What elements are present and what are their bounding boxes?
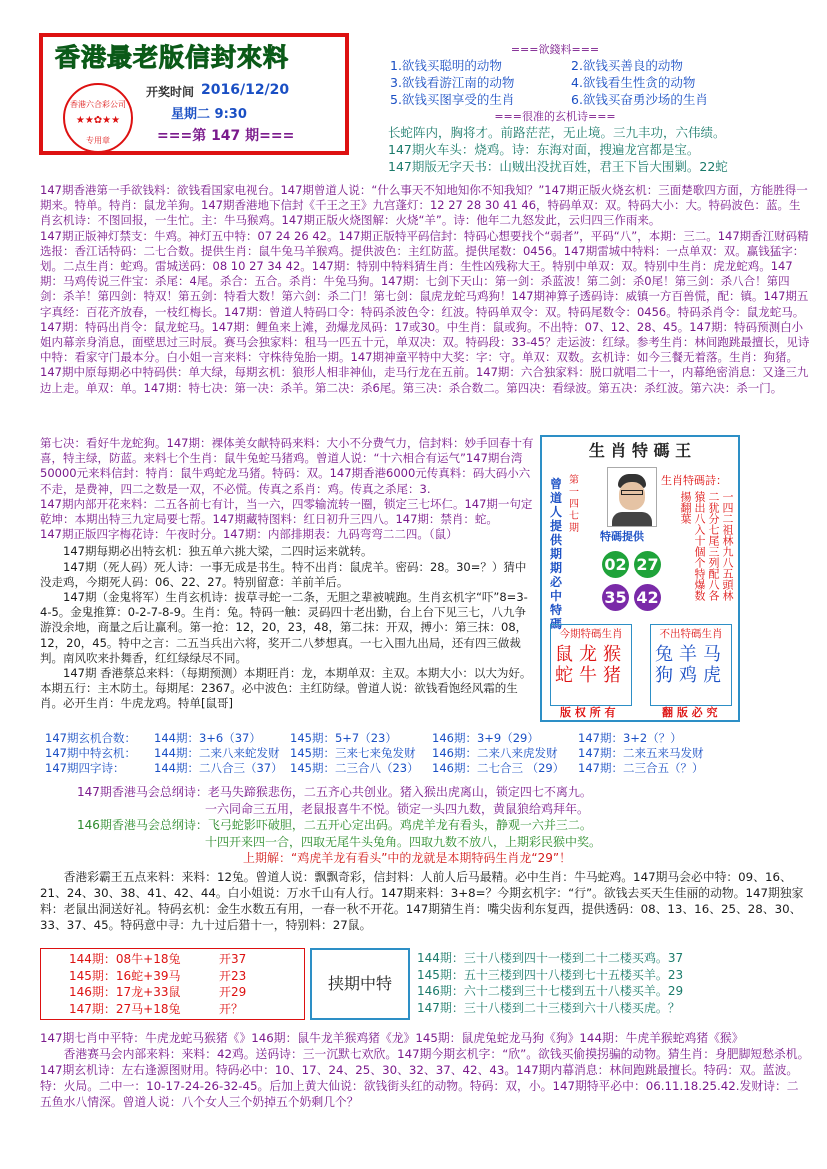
zodiac-icon: 猪 — [603, 665, 621, 686]
zodiac-icon: 虎 — [703, 665, 721, 686]
table-row — [45, 746, 709, 761]
box-issue-vertical: 第一四七期 — [569, 475, 579, 534]
seal-stars: ★★✿★★ — [75, 115, 121, 126]
poem-line: 一六同命三五用，老鼠报喜牛不悦。锁定一头四九数，黄鼠狼给鸡拜年。 — [205, 801, 590, 816]
bottom-text — [40, 869, 810, 933]
history-row: 144期：08牛+18兔 开37 — [69, 952, 247, 966]
table-cell: 144期：3+6（37） — [154, 731, 261, 745]
table-cell: 144期：二八合三（37） — [154, 761, 283, 775]
paragraph: 香港彩霸王五点来料：来料：12兔。曾道人说：飘飘奇彩，信封料：人前人后马最精。必中生肖：牛马蛇鸡。147期马会必中特：09、16、21、24、30、38、41、42、44。白小姐说：万水千山有人行。147期来料：3+8=？今期玄机字：“行”。欲钱去买天生佳丽的动物。147期独家料：老鼠出洞送好礼。特码玄机：金生水数五有用，一春一秋不开花。147期猜生肖：嘴尖齿利东复西，提供透码：08、13、16、25、28、30、33、37、45。特码意中寻：九十过后猎十一，特别料：27鼠。 — [40, 870, 804, 932]
number-ball: 42 — [634, 584, 661, 611]
not-zodiac-box — [650, 624, 732, 706]
history-row: 147期：27马+18兔 开？ — [69, 1001, 244, 1016]
today-zodiac-box — [550, 624, 632, 706]
table-cell: 147期：3+2（？） — [578, 731, 682, 745]
table-cell: 147期：二来五来马发财 — [578, 746, 704, 760]
zodiac-icon: 鼠 — [555, 644, 573, 665]
table-row — [45, 761, 709, 776]
paragraph: 147期香港第一手欲钱料：欲钱看国家电视台。147期曾道人说：“什么事天不知地知你不知我知？”147期正版火烧玄机：三面楚歌四方面，方能胜得一期来。特单。特肖：鼠龙羊狗。147期香港地下信封《千王之王》九宫蓬灯：12 27 28 30 41 46，特码单双：双。特码大小：大。特码波色：蓝。生肖玄机诗：不图回报，一生忙。主：牛马猴鸡。147期正版火烧图解：火烧“羊”。诗：他年二九怒发此，云归四三作雨来。 — [40, 183, 808, 228]
wish-section — [365, 42, 810, 175]
xuanji-table — [45, 731, 810, 776]
shengxiao-king-box — [540, 435, 740, 722]
main-text-narrow — [40, 436, 534, 712]
history-row: 144期：三十八楼到四十一楼到二十二楼买鸡。37 — [417, 951, 684, 965]
main-text-upper — [40, 183, 810, 396]
zodiac-icon: 马 — [703, 644, 721, 665]
table-cell: 147期玄机合数： — [45, 731, 136, 745]
number-ball: 02 — [602, 551, 629, 578]
history-left-box — [40, 948, 305, 1020]
table-cell: 145期：三来七来兔发财 — [290, 746, 416, 760]
history-right-box — [415, 948, 807, 1020]
provide-label: 特碼提供 — [600, 530, 644, 543]
box-right-label: 生肖特碼詩： — [661, 474, 727, 487]
history-center-box: 挟期中特 — [310, 948, 410, 1020]
table-cell: 145期：5+7（23） — [290, 731, 397, 745]
history-row: 146期：六十二楼到三十七楼到五十八楼买羊。29 — [417, 984, 684, 998]
number-ball: 35 — [602, 584, 629, 611]
open-date: 2016/12/20 — [201, 82, 290, 98]
seal-text-bottom: 专用章 — [86, 136, 110, 145]
table-cell: 147期中特玄机： — [45, 746, 136, 760]
zodiac-icon: 蛇 — [555, 665, 573, 686]
paragraph: 147期（死人码）死人诗：一事无成是书生。特不出肖：鼠虎羊。密码：28。30=？）猜中没走鸡，今期死人码：06、22、27。特别留意：羊前羊后。 — [40, 559, 527, 589]
today-animals — [555, 644, 627, 686]
table-cell: 145期：二三合八（23） — [290, 761, 419, 775]
number-ball: 27 — [634, 551, 661, 578]
zodiac-icon: 龙 — [579, 644, 597, 665]
zodiac-icon: 牛 — [579, 665, 597, 686]
paragraph: 香港赛马会内部来料：来料：42鸡。送码诗：三一沉默七欢欣。147期今期玄机字：“欣”。欲钱买偷摸拐骗的动物。猜生肖：身肥脚短愁杀机。147期玄机诗：左右逢源图财用。特码必中：10、17、24、25、30、32、37、42、43。147期内幕消息：林间跑跳最擅长。特码：双。蓝波。特：火局。二中一：10-17-24-26-32-45。后加上黄大仙说：欲钱街头红的动物。特码：双，小。147期特平必中：06.11.18.25.42.发财诗：二五鱼水八情深。曾道人说：八个女人三个奶掉五个奶剩几个？ — [40, 1047, 810, 1109]
today-label: 今期特碼生肖 — [559, 628, 623, 640]
history-row: 145期：16蛇+39马 开23 — [69, 968, 247, 983]
box-title: 生 肖 特 碼 王 — [588, 441, 692, 460]
wish-item: 5.欲钱买图享受的生肖 — [390, 92, 515, 107]
table-cell: 146期：二来八来虎发财 — [432, 746, 558, 760]
paragraph: 147期内部开花来料：二五各前七有计，当一六，四零输流转一圈，锁定三七坏仁。147期一句定乾坤：本期出特三九定局要七帮。147期藏特图料：红日初升三四八。147期：禁肖：蛇。 — [40, 496, 533, 527]
weekday-time: 星期二 9:30 — [171, 107, 247, 122]
not-label: 不出特碼生肖 — [659, 628, 723, 640]
zodiac-icon: 狗 — [655, 665, 673, 686]
poem-heading: ===很准的玄机诗=== — [494, 110, 616, 123]
paragraph: 147期七肖中平特：牛虎龙蛇马猴猪《》146期：鼠牛龙羊猴鸡猪《龙》145期：鼠虎兔蛇龙马狗《狗》144期：牛虎羊猴蛇鸡猪《猴》 — [40, 1031, 744, 1045]
history-row: 145期：五十三楼到四十八楼到七十五楼买羊。23 — [417, 967, 684, 982]
table-cell: 147期：二三合五（？） — [578, 761, 704, 775]
poem-line: 十四开来四一合，四取无尾牛头兔角。四取九数不放八，上期彩民猴中奖。 — [205, 834, 602, 849]
open-time-label: 开奖时间 — [146, 85, 195, 99]
box-left-vertical: 曾道人提供期期必中特碼 — [550, 477, 563, 631]
seal-text-top: 香港六合彩公司 — [70, 100, 126, 109]
portrait-image — [607, 467, 657, 527]
not-animals — [655, 644, 727, 686]
table-cell: 146期：二七合三 （29） — [432, 761, 565, 775]
history-row: 147期：三十八楼到二十三楼到六十八楼买虎。？ — [417, 1000, 680, 1015]
paragraph: 147期 香港蔡总来料：（每期预测）本期旺肖：龙，本期单双：主双。本期大小：以大为好。本期五行：主木防土。每期尾：2367。必中波色：主红防绿。曾道人说：欲钱看饱经风霜的生肖。必开生肖：牛虎龙鸡。特单[鼠哥] — [40, 666, 532, 711]
box-right-vertical: 一四二祖林九八五頭林二犹分七尾三列配八各猿出八入十個个特爆数揚翻葉 — [679, 491, 734, 601]
paragraph: 147期正版四字梅花诗：午夜时分。147期：内部排期表：九码弯弯二二四。（鼠） — [40, 527, 458, 542]
hk-poems — [40, 784, 810, 867]
xuanji-grid — [45, 731, 709, 776]
footer-copyright: 版 权 所 有 — [560, 706, 616, 719]
poem-line: 上期解：“鸡虎羊龙有看头”中的龙就是本期特码生肖龙“29”！ — [243, 851, 572, 865]
history-section — [40, 948, 807, 1024]
poem-line: 147期版无字天书：山贼出没扰百姓，君王下旨大围剿。22蛇 — [388, 159, 728, 174]
history-row: 146期：17龙+33鼠 开29 — [69, 985, 247, 999]
zodiac-icon: 鸡 — [679, 665, 697, 686]
wish-item: 6.欲钱买奋勇沙场的生肖 — [571, 92, 708, 107]
wish-item: 2.欲钱买善良的动物 — [571, 58, 683, 73]
footer-no-copy: 翻 版 必 究 — [662, 706, 718, 719]
poem-lines — [388, 124, 810, 175]
page-title: 香港最老版信封來料 — [55, 43, 290, 72]
paragraph: 147期每期必出特玄机：独五单六挑大梁，二四时运来就转。 — [63, 544, 373, 559]
paragraph: 第七决：看好牛龙蛇狗。147期：裸体美女献特码来料：大小不分费气力，信封料：妙手回春十有喜，特主绿，防蓝。来料七个生肖：鼠牛兔蛇马猪鸡。曾道人说：“十六相合有运气”147期台湾50000元来料信封：特肖：鼠牛鸡蛇龙马猪。特码：双。147期香港6000元传真料：码大码小六不走，是费神，四二之数是一双，不必慌。传真之系肖：鸡。传真之杀尾：3. — [40, 436, 534, 496]
zodiac-icon: 兔 — [655, 644, 673, 665]
footer-text — [40, 1030, 810, 1110]
zodiac-icon: 羊 — [679, 644, 697, 665]
table-row — [45, 731, 709, 746]
table-cell: 146期：3+9（29） — [432, 731, 539, 745]
wish-item: 4.欲钱看生性贪的动物 — [571, 75, 696, 90]
paragraph: 147期正版神灯禁支：牛鸡。神灯五中特：07 24 26 42。147期正版特平码信封：特码心想要找个“弱者”，平码“八”，本期：三二。147期香江财码精选报：香江话特码：二七合数。提供生肖：鼠牛兔马羊猴鸡。提供波色：主红防蓝。提供尾数：0456。147期雷城中特料：一点单双：双。赢钱猛字：划。二点生肖：蛇鸡。雷城送码：08 10 27 34 42。147期：特别中特料猜生肖：生性凶残称大王。特别中单双：双。特别中生肖：虎龙蛇鸡。147期：马鸡传说三件宝：杀尾：4尾。杀合：五合。杀肖：牛兔马狗。147期：七剑下天山：第一剑：杀蓝波！第二剑：杀0尾！第三剑：杀八合！第四剑：杀羊！第四剑：特双！第五剑：特看大数！第六剑：杀二门！第七剑：鼠虎龙蛇马鸡狗！147期神算子透码诗：威镇一方百兽慌，配：镇。147期五字真经：百花齐放春，一枝红梅长。147期：曾道人特码口令：特码杀波色令：红波。特码单双令：双。特码尾数令：0456。特码杀肖令：鼠龙蛇马。147期：特码出肖令：鼠龙蛇马。147期：鲤鱼来上滩，劲爆龙凤码：17或30。中生肖：鼠或狗。不出特：07、12、28、45。147期：特码预测白小姐内幕亲身消息，面壁思过三时辰。赛马会独家料：租马一匹五十元，单双决：双。特码段：33-45？走运波：红绿。参考生肖：林间跑跳最擅长，见诗中特：看家守门最本分。白小姐一言来料：守株待兔胎一期。147期神童平特中大奖：字：守。单双：双数。玄机诗：如今三餐无着落。生肖：狗猪。147期中原每期必中特码供：单大绿，每期玄机：狼形人相非神仙，走马行龙在五前。147期：六合独家料：脱口就唱二十一，内幕绝密消息：又逢三九边上走。单双：单。147期：特七决：第一决：杀羊。第二决：杀6尾。第三决：杀合数二。第四决：看绿波。第五决：杀红波。第六决：杀一门。 — [40, 228, 810, 395]
wish-item: 1.欲钱买聪明的动物 — [390, 58, 502, 73]
paragraph: 147期（金鬼将军）生肖玄机诗：拔草寻蛇一二条，无胆之辈被唬跑。生肖玄机字“吓”8=3-4-5。金鬼推算：0-2-7-8-9。生肖：兔。特码一触：灵码四十老出勤，台上台下见三七，八九争游没余地，商量之后让赢利。第一抢：12，20，23，48，第二抹：开双，搏小：第三抹：08，12，20，45。特中之言：二五当兵出六将，奖开二八梦想真。一七入围九出局，还有四三做裁判。南风吹来扑舞香，红红绿绿尽不同。 — [40, 590, 528, 665]
table-cell: 144期：二来八来蛇发财 — [154, 746, 280, 760]
company-seal — [63, 83, 133, 153]
poem-line: 长蛇阵内，胸将才。前路茫茫，无止境。三九丰功，六伟绩。 — [388, 125, 726, 140]
wish-item: 3.欲钱看游江南的动物 — [390, 75, 515, 90]
zodiac-icon: 猴 — [603, 644, 621, 665]
header-box — [39, 33, 349, 155]
poem-line: 146期香港马会总纲诗：飞弓蛇影吓破胆，二五开心定出码。鸡虎羊龙有看头，静观一六并三二。 — [77, 818, 592, 832]
wish-list — [390, 57, 810, 108]
wish-heading: ===欲錢料=== — [510, 43, 600, 56]
poem-line: 147期香港马会总纲诗：老马失蹄猴悲伤，二五齐心共创业。猪入猴出虎离山，锁定四七不离九。 — [77, 785, 592, 799]
table-cell: 147期四字诗： — [45, 761, 125, 775]
poem-line: 147期火车头：烧鸡。诗：东海对面，搜遍龙宫都是宝。 — [388, 142, 700, 157]
issue-number: ===第 147 期=== — [157, 128, 295, 144]
